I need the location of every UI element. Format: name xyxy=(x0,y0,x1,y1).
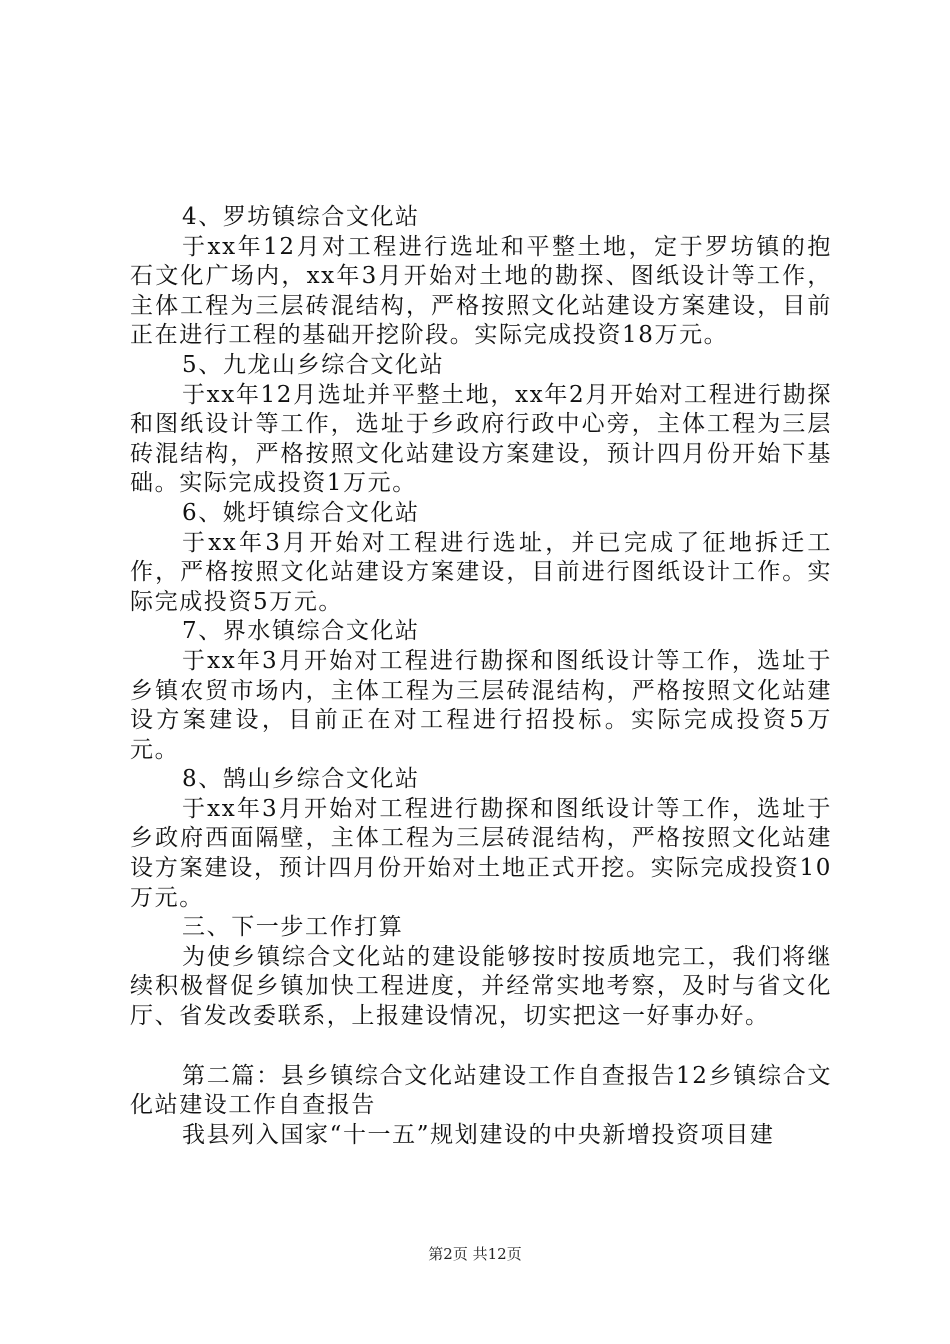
section-heading-next-steps: 三、下一步工作打算 xyxy=(182,914,404,941)
paragraph-second-intro: 我县列入国家“十一五”规划建设的中央新增投资项目建 xyxy=(182,1121,775,1148)
section-heading-jieshui: 7、界水镇综合文化站 xyxy=(182,618,420,645)
paragraph-hushan: 于xx年3月开始对工程进行勘探和图纸设计等工作，选址于乡政府西面隔壁，主体工程为三层砖混结构，严格按照文化站建设方案建设，预计四月份开始对土地正式开挖。实际完成投资10万元。 xyxy=(130,795,832,911)
section-heading-luofang: 4、罗坊镇综合文化站 xyxy=(182,204,420,230)
section-heading-yaowei: 6、姚圩镇综合文化站 xyxy=(182,499,420,526)
paragraph-luofang: 于xx年12月对工程进行选址和平整土地，定于罗坊镇的抱石文化广场内，xx年3月开始对土地的勘探、图纸设计等工作，主体工程为三层砖混结构，严格按照文化站建设方案建设，目前正在进行工程的基础开挖阶段。实际完成投资18万元。 xyxy=(130,233,832,349)
paragraph-jiulongshan: 于xx年12月选址并平整土地，xx年2月开始对工程进行勘探和图纸设计等工作，选址于乡政府行政中心旁，主体工程为三层砖混结构，严格按照文化站建设方案建设，预计四月份开始下基础。实际完成投资1万元。 xyxy=(130,381,832,497)
paragraph-jieshui: 于xx年3月开始对工程进行勘探和图纸设计等工作，选址于乡镇农贸市场内，主体工程为三层砖混结构，严格按照文化站建设方案建设，目前正在对工程进行招投标。实际完成投资5万元。 xyxy=(130,647,832,763)
document-body xyxy=(130,203,832,1150)
section-heading-jiulongshan: 5、九龙山乡综合文化站 xyxy=(182,351,445,378)
page-number-footer: 第2页 共12页 xyxy=(428,1245,522,1263)
paragraph-yaowei: 于xx年3月开始对工程进行选址，并已完成了征地拆迁工作，严格按照文化站建设方案建设，目前进行图纸设计工作。实际完成投资5万元。 xyxy=(130,529,832,615)
section-heading-hushan: 8、鹄山乡综合文化站 xyxy=(182,766,420,793)
chapter-title-second: 第二篇：县乡镇综合文化站建设工作自查报告12乡镇综合文化站建设工作自查报告 xyxy=(130,1062,832,1119)
paragraph-next-steps: 为使乡镇综合文化站的建设能够按时按质地完工，我们将继续积极督促乡镇加快工程进度，并经常实地考察，及时与省文化厅、省发改委联系，上报建设情况，切实把这一好事办好。 xyxy=(130,943,832,1030)
